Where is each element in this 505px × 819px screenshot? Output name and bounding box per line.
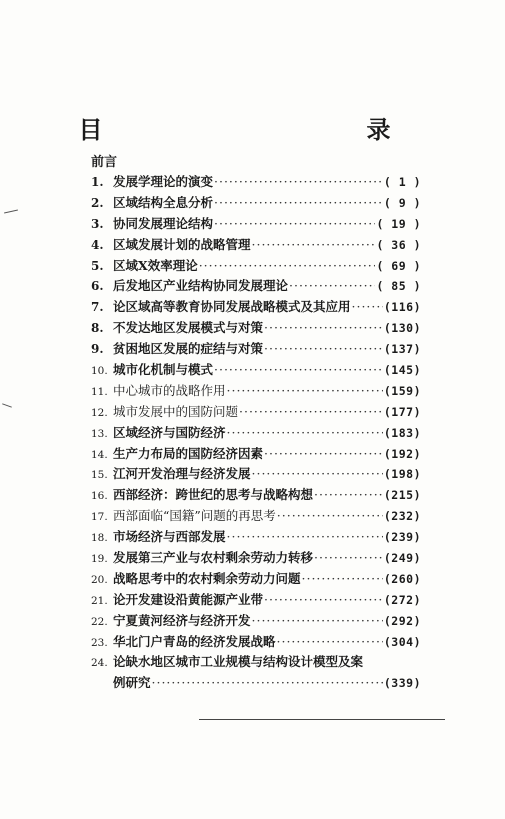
toc-entry bbox=[91, 444, 421, 465]
toc-entry-title: 战略思考中的农村剩余劳动力问题 bbox=[113, 570, 301, 586]
toc-entry-title: 市场经济与西部发展 bbox=[113, 529, 226, 545]
toc-entry-title-continued: 例研究 bbox=[113, 675, 151, 691]
toc-entry-number: 18. bbox=[91, 532, 108, 545]
toc-entry-number: 12. bbox=[91, 406, 108, 419]
dot-leader bbox=[214, 174, 383, 189]
toc-entry-title: 生产力布局的国防经济因素 bbox=[113, 445, 264, 461]
toc-entry-title: 论缺水地区城市工业规模与结构设计模型及案 bbox=[113, 654, 364, 670]
toc-entry-page: ( 1 ) bbox=[383, 175, 421, 189]
toc-entry-number: 8. bbox=[91, 321, 104, 336]
toc-entry-page: (183) bbox=[383, 425, 421, 440]
toc-entry bbox=[91, 506, 421, 527]
toc-entry bbox=[91, 214, 421, 235]
toc-entry bbox=[91, 590, 421, 611]
toc-entry bbox=[91, 381, 421, 402]
toc-entry-page: (116) bbox=[383, 300, 421, 315]
toc-entry-number: 15. bbox=[91, 469, 108, 482]
toc-entry-number: 24. bbox=[91, 657, 108, 670]
toc-entry-number: 6. bbox=[91, 279, 104, 294]
toc-entry-number: 10. bbox=[91, 365, 108, 378]
toc-entry bbox=[91, 423, 421, 444]
toc-entry bbox=[91, 235, 421, 256]
toc-entry-number: 7. bbox=[91, 300, 104, 315]
toc-entry-title: 城市发展中的国防问题 bbox=[113, 403, 239, 419]
toc-entry-title: 区域结构全息分析 bbox=[113, 194, 214, 210]
toc-entry bbox=[91, 548, 421, 569]
toc-entry-number: 14. bbox=[91, 448, 108, 461]
toc-entry-page: (272) bbox=[383, 592, 421, 607]
toc-entry bbox=[91, 193, 421, 214]
toc-entry-title: 贫困地区发展的症结与对策 bbox=[113, 341, 264, 357]
dot-leader bbox=[227, 529, 383, 544]
dot-leader bbox=[227, 383, 383, 398]
dot-leader bbox=[214, 195, 383, 210]
toc-entry-number: 20. bbox=[91, 573, 108, 586]
toc-entry-page: (292) bbox=[383, 613, 421, 628]
dot-leader bbox=[252, 237, 376, 252]
toc-entry bbox=[91, 632, 421, 653]
dot-leader bbox=[152, 675, 383, 690]
toc-entry-number: 17. bbox=[91, 511, 108, 524]
toc-entry-number: 23. bbox=[91, 636, 108, 649]
toc-entry-title: 西部经济：跨世纪的思考与战略构想 bbox=[113, 487, 314, 503]
toc-entry-title: 发展学理论的演变 bbox=[113, 174, 214, 189]
preface-heading: 前言 bbox=[91, 155, 118, 170]
toc-entry-title: 发展第三产业与农村剩余劳动力转移 bbox=[113, 550, 314, 566]
toc-entry-page: (260) bbox=[383, 571, 421, 586]
toc-entry-page: (339) bbox=[383, 676, 421, 691]
toc-entry-page: (159) bbox=[383, 383, 421, 398]
dot-leader bbox=[352, 299, 383, 314]
toc-entry bbox=[91, 402, 421, 423]
toc-entry bbox=[91, 297, 421, 318]
toc-entry-title: 华北门户青岛的经济发展战略 bbox=[113, 633, 276, 649]
dot-leader bbox=[314, 550, 383, 565]
toc-entry bbox=[91, 256, 421, 277]
toc-entry-page: (232) bbox=[383, 509, 421, 524]
dot-leader bbox=[252, 613, 383, 628]
toc-entry-page: (239) bbox=[383, 530, 421, 545]
toc-entry-number: 3. bbox=[91, 216, 104, 231]
toc-entry-page: ( 36 ) bbox=[376, 237, 421, 252]
toc-entry-number: 22. bbox=[91, 615, 108, 628]
page-title: 目 录 bbox=[78, 115, 463, 144]
toc-entry-number: 5. bbox=[91, 258, 104, 273]
toc-entry bbox=[91, 276, 421, 297]
toc-entry-number: 11. bbox=[91, 385, 108, 398]
toc-entry-number: 21. bbox=[91, 594, 108, 607]
toc-entry-title: 协同发展理论结构 bbox=[113, 215, 214, 231]
toc-entry-page: (249) bbox=[383, 551, 421, 566]
toc-entry bbox=[91, 527, 421, 548]
toc-entry bbox=[91, 569, 421, 590]
dot-leader bbox=[264, 592, 383, 607]
footer-rule bbox=[199, 719, 445, 720]
dot-leader bbox=[302, 571, 383, 586]
dot-leader bbox=[227, 425, 383, 440]
toc-entry-page: ( 19 ) bbox=[376, 216, 421, 231]
toc-entry-title: 区域发展计划的战略管理 bbox=[113, 236, 251, 252]
toc-entry-title: 区域经济与国防经济 bbox=[113, 424, 226, 440]
toc-entry bbox=[91, 464, 421, 485]
dot-leader bbox=[314, 487, 383, 502]
dot-leader bbox=[264, 446, 383, 461]
toc-entry-page: ( 85 ) bbox=[376, 279, 421, 294]
toc-entry-page: (137) bbox=[383, 342, 421, 357]
dot-leader bbox=[289, 278, 375, 293]
toc-entry-number: 4. bbox=[91, 237, 104, 252]
dot-leader bbox=[214, 362, 383, 377]
toc-entry-title: 城市化机制与模式 bbox=[113, 362, 214, 378]
dot-leader bbox=[214, 216, 375, 231]
toc-entry-number: 1. bbox=[91, 175, 104, 189]
toc-entry-title: 后发地区产业结构协同发展理论 bbox=[113, 278, 289, 294]
toc-entry-number: 9. bbox=[91, 342, 104, 357]
toc-entry-title: 中心城市的战略作用 bbox=[113, 382, 226, 398]
dot-leader bbox=[277, 508, 383, 523]
toc-entry-page: (145) bbox=[383, 363, 421, 378]
dot-leader bbox=[264, 341, 383, 356]
toc-entry-title: 西部面临“国籍”问题的再思考 bbox=[113, 508, 276, 524]
dot-leader bbox=[264, 320, 383, 335]
toc-entry-continuation bbox=[91, 673, 421, 694]
dot-leader bbox=[239, 404, 383, 419]
toc-entry bbox=[91, 360, 421, 381]
toc-entry-title: 论开发建设沿黄能源产业带 bbox=[113, 591, 264, 607]
toc-entry bbox=[91, 318, 421, 339]
dot-leader bbox=[199, 258, 376, 273]
toc-entry-title: 不发达地区发展模式与对策 bbox=[113, 320, 264, 336]
toc-entry-page: (130) bbox=[383, 321, 421, 336]
dot-leader bbox=[277, 634, 383, 649]
toc-entry bbox=[91, 339, 421, 360]
toc-entry-page: (198) bbox=[383, 467, 421, 482]
toc-entry-title: 宁夏黄河经济与经济开发 bbox=[113, 612, 251, 628]
toc-entry bbox=[91, 485, 421, 506]
toc-entry-page: (304) bbox=[383, 634, 421, 649]
toc-entry-title: 区域X效率理论 bbox=[113, 257, 198, 273]
scan-mark bbox=[2, 403, 12, 407]
toc-entry-title: 论区域高等教育协同发展战略模式及其应用 bbox=[113, 299, 351, 315]
toc-entry-page: ( 9 ) bbox=[383, 195, 421, 210]
toc-entry bbox=[91, 652, 421, 673]
toc-entry-page: (192) bbox=[383, 446, 421, 461]
toc-entry bbox=[91, 172, 421, 193]
toc-entry-number: 19. bbox=[91, 553, 108, 566]
toc-entry bbox=[91, 611, 421, 632]
toc-entry-page: (177) bbox=[383, 404, 421, 419]
toc-entry-number: 16. bbox=[91, 490, 108, 503]
toc-entry-number: 13. bbox=[91, 427, 108, 440]
table-of-contents bbox=[91, 172, 421, 694]
toc-entry-number: 2. bbox=[91, 195, 104, 210]
dot-leader bbox=[252, 466, 383, 481]
toc-entry-page: (215) bbox=[383, 488, 421, 503]
toc-entry-page: ( 69 ) bbox=[376, 258, 421, 273]
toc-entry-title: 江河开发治理与经济发展 bbox=[113, 466, 251, 482]
scan-mark bbox=[4, 210, 18, 214]
